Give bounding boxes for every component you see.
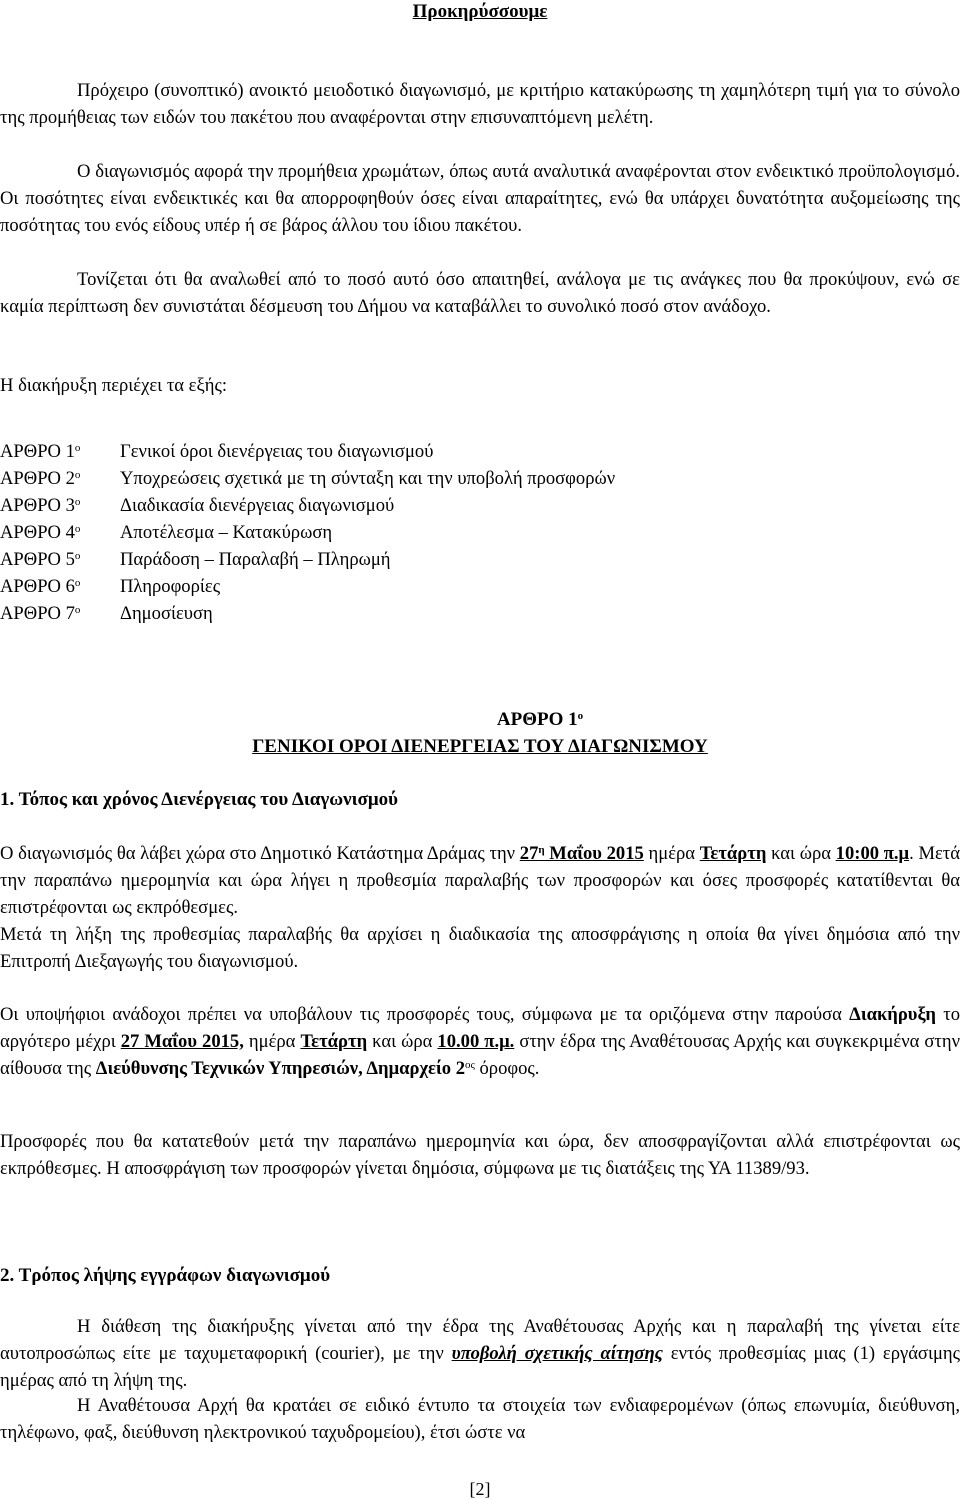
toc-article-title: Παράδοση – Παραλαβή – Πληρωμή [120,549,391,570]
section-1-title: 1. Τόπος και χρόνος Διενέργειας του Διαγωνισμού [0,789,398,810]
deadline-time: 10.00 π.μ. [437,1031,515,1052]
toc-article-title: Διαδικασία διενέργειας διαγωνισμού [120,495,395,516]
toc-article-number: ΑΡΘΡΟ $5^o$ [0,549,81,570]
intro-paragraph-2: Ο διαγωνισμός αφορά την προμήθεια χρωμάτων, όπως αυτά αναλυτικά αναφέρονται στον ενδεικτικό προϋπολογισμό. Οι ποσότητες είναι ενδεικτικές και θα απορροφηθούν όσες είναι απαραίτητες, ενώ θα υπάρχει δυνατότητα αυξομείωσης της ποσότητας του ενός είδους υπέρ ή σε βάρος άλλου του ίδιου πακέτου. [0,161,960,236]
intro-paragraph-1: Πρόχειρο (συνοπτικό) ανοικτό μειοδοτικό διαγωνισμό, με κριτήριο κατακύρωσης τη χαμηλότερη τιμή για το σύνολο της προμήθειας των ειδών του πακέτου που αναφέρονται στην επισυναπτόμενη μελέτη. [0,80,960,128]
toc-article-title: Αποτέλεσμα – Κατακύρωση [120,522,333,543]
article-1-label: ΑΡΘΡΟ $1^o$ [496,709,584,730]
intro-paragraph-3: Τονίζεται ότι θα αναλωθεί από το ποσό αυτό όσο απαιτηθεί, ανάλογα με τις ανάγκες που θα προκύψουν, ενώ σε καμία περίπτωση δεν συνιστάται δέσμευση του Δήμου να καταβάλλει το συνολικό ποσό στον ανάδοχο. [0,269,960,317]
toc-article-title: Δημοσίευση [120,603,213,624]
toc-article-title: Πληροφορίες [120,576,221,597]
section-1-paragraph-3: Οι υποψήφιοι ανάδοχοι πρέπει να υποβάλουν τις προσφορές τους, σύμφωνα με τα οριζόμενα στην παρούσα Διακήρυξη το αργότερο μέχρι 27 Μαΐου 2015, ημέρα Τετάρτη και ώρα 10.00 π.μ. στην έδρα της Αναθέτουσας Αρχής και συγκεκριμένα στην αίθουσα της Διεύθυνσης Τεχνικών Υπηρεσιών, Δημαρχείο $2^{o\varsigma}$ όροφος. [0,1004,960,1079]
toc-article-title: Γενικοί όροι διενέργειας του διαγωνισμού [120,441,434,462]
section-1-paragraph-4: Προσφορές που θα κατατεθούν μετά την παραπάνω ημερομηνία και ώρα, δεν αποσφραγίζονται αλλά επιστρέφονται ως εκπρόθεσμες. Η αποσφράγιση των προσφορών γίνεται δημόσια, σύμφωνα με τις διατάξεις της ΥΑ 11389/93. [0,1131,960,1179]
section-2-paragraph-2: Η Αναθέτουσα Αρχή θα κρατάει σε ειδικό έντυπο τα στοιχεία των ενδιαφερομένων (όπως επωνυμία, διεύθυνση, τηλέφωνο, φαξ, διεύθυνση ηλεκτρονικού ταχυδρομείου), έτσι ώστε να [0,1395,960,1443]
toc-article-number: ΑΡΘΡΟ $3^o$ [0,495,81,516]
toc-article-number: ΑΡΘΡΟ $2^o$ [0,468,81,489]
deadline-date: 27 Μαΐου 2015, [120,1031,244,1052]
page-heading: Προκηρύσσουμε [412,1,548,22]
toc-article-number: ΑΡΘΡΟ $7^o$ [0,603,81,624]
toc-article-number: ΑΡΘΡΟ $6^o$ [0,576,81,597]
article-1-heading: ΓΕΝΙΚΟΙ ΟΡΟΙ ΔΙΕΝΕΡΓΕΙΑΣ ΤΟΥ ΔΙΑΓΩΝΙΣΜΟΥ [252,736,708,757]
section-2-title: 2. Τρόπος λήψης εγγράφων διαγωνισμού [0,1265,331,1286]
section-1-paragraph-1: Ο διαγωνισμός θα λάβει χώρα στο Δημοτικό Κατάστημα Δράμας την $27^\eta$ Μαΐου 2015 ημέρα Τετάρτη και ώρα 10:00 π.μ. Μετά την παραπάνω ημερομηνία και ώρα λήγει η προθεσμία παραλαβής των προσφορών και όσες προσφορές κατατίθενται θα επιστρέφονται ως εκπρόθεσμες. [0,843,960,918]
request-emphasis: υποβολή σχετικής αίτησης [451,1343,663,1364]
section-1-paragraph-2: Μετά τη λήξη της προθεσμίας παραλαβής θα αρχίσει η διαδικασία της αποσφράγισης η οποία θα γίνει δημόσια από την Επιτροπή Διεξαγωγής του διαγωνισμού. [0,924,960,972]
page-number: [2] [469,1479,491,1499]
deadline-weekday: Τετάρτη [300,1031,368,1052]
section-2-paragraph-1: Η διάθεση της διακήρυξης γίνεται από την έδρα της Αναθέτουσας Αρχής και η παραλαβή της γίνεται είτε αυτοπροσώπως είτε με ταχυμεταφορική (courier), με την υποβολή σχετικής αίτησης εντός προθεσμίας μιας (1) εργάσιμης ημέρας από τη λήψη της. [0,1316,960,1391]
date-highlight: $27^\eta$ Μαΐου 2015 [519,843,644,864]
toc-article-title: Υποχρεώσεις σχετικά με τη σύνταξη και την υποβολή προσφορών [120,468,616,489]
weekday-highlight: Τετάρτη [699,843,767,864]
toc-article-number: ΑΡΘΡΟ $1^o$ [0,441,81,462]
toc-article-number: ΑΡΘΡΟ $4^o$ [0,522,81,543]
contents-intro: Η διακήρυξη περιέχει τα εξής: [0,375,228,396]
time-highlight: 10:00 π.μ [835,843,910,864]
